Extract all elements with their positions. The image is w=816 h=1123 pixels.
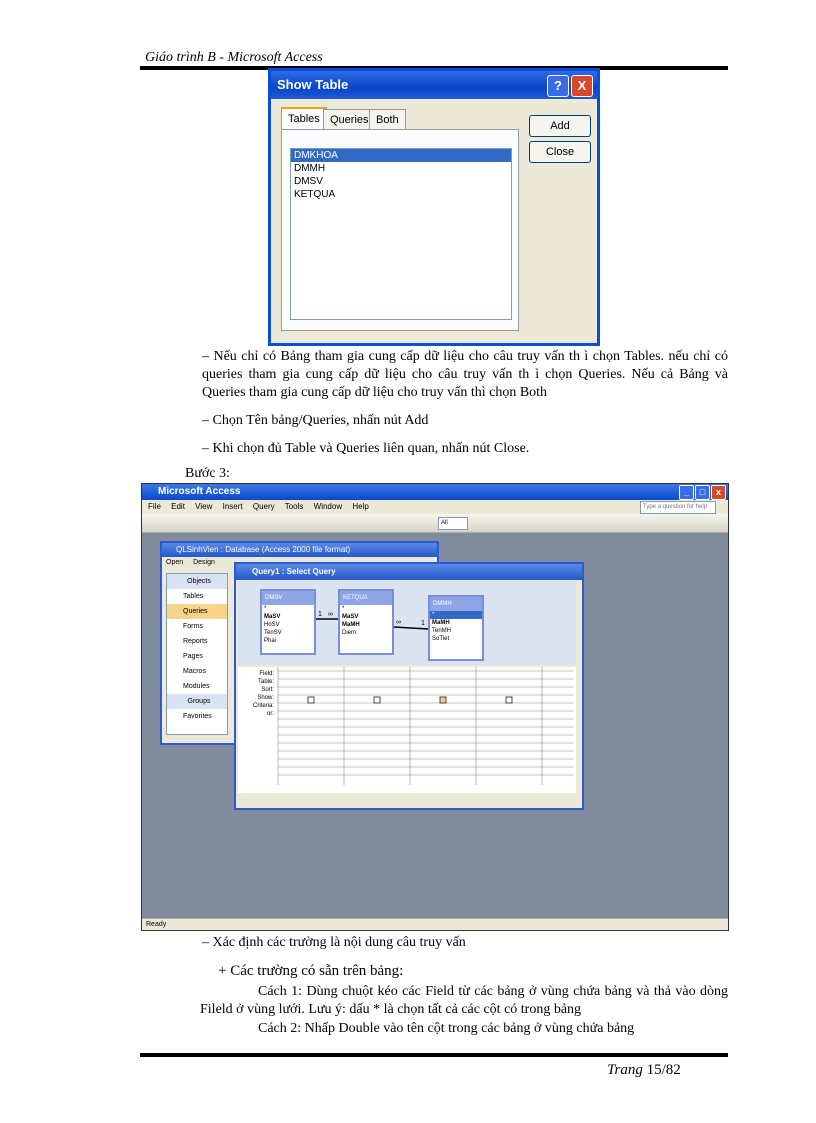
menu-window[interactable]: Window — [313, 502, 343, 511]
db-item[interactable]: Modules — [183, 683, 210, 690]
menu-file[interactable]: File — [148, 502, 161, 511]
tab-both[interactable]: Both — [369, 109, 406, 130]
page-header-title: Giáo trình B - Microsoft Access — [145, 50, 323, 65]
table-box-title: KETQUA — [340, 591, 392, 605]
dash-bullet: – — [202, 413, 213, 428]
close-icon[interactable]: x — [711, 485, 726, 500]
grid-row-label: Field: — [259, 671, 274, 677]
dash-bullet: – — [202, 349, 214, 364]
show-table-dialog — [268, 68, 600, 346]
menu-tools[interactable]: Tools — [284, 502, 304, 511]
list-item[interactable]: DMMH — [294, 163, 326, 174]
dash-bullet: – — [202, 441, 213, 456]
field-item[interactable]: MaSV — [342, 614, 359, 620]
top-values-combo[interactable]: All — [438, 517, 468, 530]
tables-tab-panel — [281, 129, 519, 331]
relationship-line — [394, 627, 428, 629]
query-title: Query1 : Select Query — [252, 567, 336, 576]
field-item[interactable]: TenMH — [432, 628, 452, 634]
bullet-paragraph-4 — [202, 934, 466, 952]
show-checkbox[interactable] — [308, 697, 314, 703]
field-item[interactable]: * — [430, 611, 482, 619]
db-item[interactable]: Reports — [183, 638, 208, 645]
show-checkbox[interactable] — [374, 697, 380, 703]
bullet-paragraph-1 — [202, 348, 728, 402]
design-grid — [238, 667, 576, 793]
bullet-paragraph-3 — [202, 440, 529, 458]
status-bar: Ready — [142, 918, 729, 930]
grid-row-label: Sort: — [261, 687, 274, 693]
dialog-title: Show Table — [277, 77, 349, 92]
add-button[interactable]: Add — [529, 115, 591, 137]
db-item[interactable]: Macros — [183, 668, 206, 675]
rel-label: ∞ — [328, 611, 333, 618]
db-item[interactable]: Tables — [183, 593, 204, 600]
close-icon[interactable]: X — [571, 75, 593, 97]
grid-lines — [238, 667, 576, 793]
rel-label: 1 — [318, 611, 322, 618]
way-2-paragraph: Cách 2: Nhấp Double vào tên cột trong các bảng ở vùng chứa bảng — [258, 1021, 635, 1036]
bullet-paragraph-2 — [202, 412, 428, 430]
tab-queries[interactable]: Queries — [323, 109, 376, 130]
relationship-lines — [238, 581, 576, 665]
bullet-text: Khi chọn đủ Table và Queries liên quan, nhấn nút Close. — [212, 441, 530, 456]
open-button[interactable]: Open — [166, 559, 184, 566]
plus-bullet: + — [218, 963, 231, 979]
db-title: QLSinhVien : Database (Access 2000 file format) — [176, 545, 351, 554]
field-item[interactable]: Diem — [342, 630, 357, 636]
field-item[interactable]: MaMH — [432, 620, 450, 626]
design-button[interactable]: Design — [193, 559, 215, 566]
query-design-window — [234, 562, 584, 810]
maximize-icon[interactable]: □ — [695, 485, 710, 500]
field-item[interactable]: Phai — [264, 638, 277, 644]
field-item[interactable]: MaSV — [264, 614, 281, 620]
access-window — [141, 483, 729, 931]
db-objects-bar — [166, 573, 228, 735]
rel-label: 1 — [421, 620, 425, 627]
footer-label: Trang — [607, 1062, 643, 1078]
db-titlebar — [162, 543, 437, 557]
table-box-title: DMSV — [262, 591, 314, 605]
access-title: Microsoft Access — [158, 486, 241, 497]
menu-help[interactable]: Help — [352, 502, 369, 511]
rel-label: ∞ — [396, 619, 401, 626]
field-item[interactable]: HoSV — [264, 622, 280, 628]
db-toolbar — [166, 559, 215, 566]
list-item[interactable]: KETQUA — [294, 189, 336, 200]
query-titlebar — [236, 564, 582, 580]
way-1-paragraph: Cách 1: Dùng chuột kéo các Field từ các bảng ở vùng chứa bảng và thả vào dòng Fileld ở vùng lưới. Lưu ý: dấu * là chọn tất cả các cột có trong bảng — [200, 984, 728, 1017]
table-box-title: DMMH — [430, 597, 482, 611]
show-checkbox[interactable] — [440, 697, 446, 703]
grid-row-label: Criteria: — [252, 703, 274, 709]
dash-bullet: – — [202, 935, 213, 950]
field-item[interactable]: TenSV — [264, 630, 282, 636]
grid-row-label: or: — [266, 711, 274, 717]
list-item[interactable]: DMKHOA — [291, 149, 511, 162]
page-number: 15/82 — [646, 1062, 681, 1078]
tables-listbox[interactable] — [290, 148, 512, 320]
bullet-text: Chọn Tên bảng/Queries, nhấn nút Add — [212, 413, 429, 428]
access-titlebar — [142, 484, 728, 500]
bullet-text: Nếu chỉ có Bảng tham gia cung cấp dữ liệu cho câu truy vấn th ì chọn Tables. nếu chỉ có queries tham gia cung cấp dữ liệu cho câu truy vấn th ì chọn Queries. Nếu cả Bảng và Queries tham gia cung cấp dữ liệu cho truy vấn thì chọn Both — [202, 349, 729, 400]
field-item[interactable]: MaMH — [342, 622, 360, 628]
menu-insert[interactable]: Insert — [222, 502, 243, 511]
footer-rule — [140, 1053, 728, 1057]
db-item[interactable]: Favorites — [183, 713, 212, 720]
help-icon[interactable]: ? — [547, 75, 569, 97]
field-item[interactable]: * — [342, 606, 345, 612]
help-search-input[interactable]: Type a question for help — [640, 501, 716, 514]
grid-row-label: Table: — [257, 679, 274, 685]
menu-edit[interactable]: Edit — [171, 502, 185, 511]
show-checkbox[interactable] — [506, 697, 512, 703]
menu-bar — [142, 500, 728, 514]
minimize-icon[interactable]: _ — [679, 485, 694, 500]
grid-row-label: Show: — [257, 695, 274, 701]
bullet-text: Xác định các trường là nội dung câu truy vấn — [212, 935, 466, 950]
toolbar — [142, 514, 728, 533]
bullet-text: Các trường có sẵn trên bảng: — [230, 963, 404, 979]
groups-header: Groups — [167, 694, 227, 709]
list-item[interactable]: DMSV — [294, 176, 323, 187]
close-button[interactable]: Close — [529, 141, 591, 163]
db-item[interactable]: Pages — [183, 653, 203, 660]
step-3-heading: Bước 3: — [185, 466, 230, 481]
menu-view[interactable]: View — [195, 502, 213, 511]
page-footer — [607, 1062, 681, 1079]
plus-paragraph-1 — [218, 962, 403, 980]
dialog-titlebar — [271, 71, 597, 99]
menu-query[interactable]: Query — [252, 502, 275, 511]
tab-tables[interactable]: Tables — [281, 107, 327, 131]
table-pane — [238, 581, 576, 665]
db-item[interactable]: Forms — [183, 623, 203, 630]
db-item[interactable]: Queries — [167, 604, 227, 619]
field-item[interactable]: SoTiet — [432, 636, 450, 642]
field-item[interactable]: * — [264, 606, 267, 612]
objects-header: Objects — [167, 574, 227, 589]
